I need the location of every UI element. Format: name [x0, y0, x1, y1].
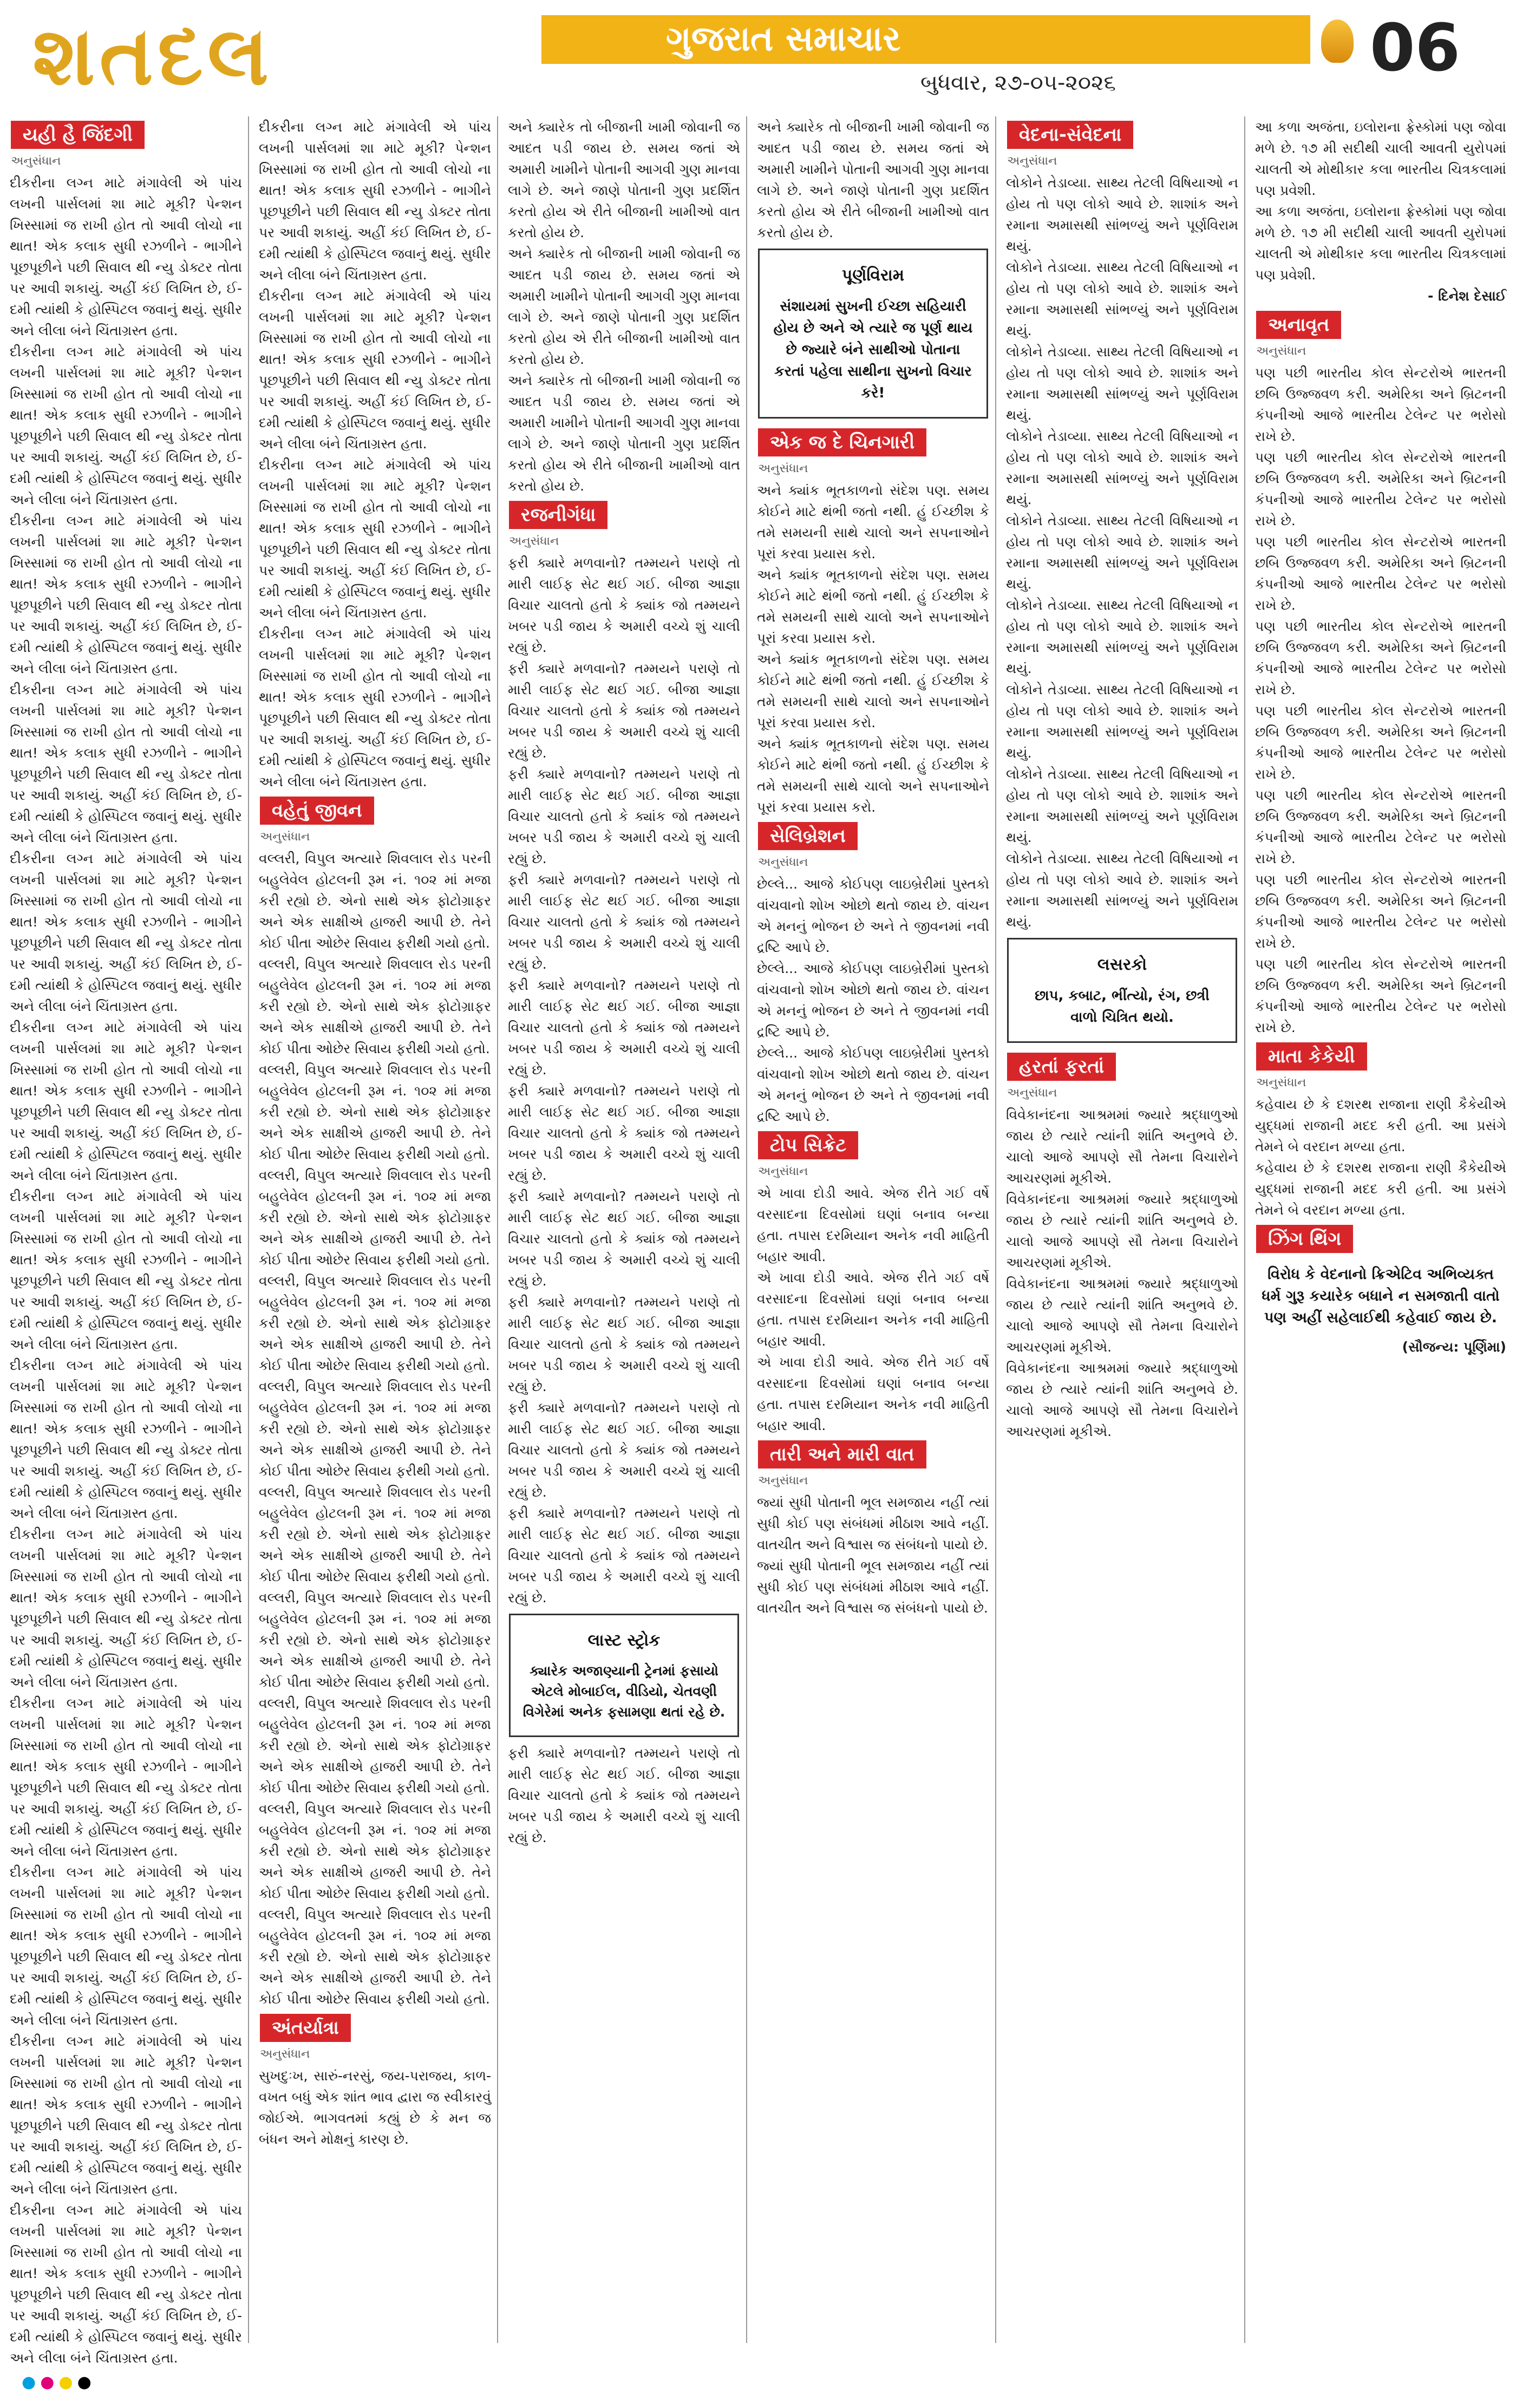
article-text: દીકરીના લગ્ન માટે મંગાવેલી એ પાંચ લખની પાર્સલમાં શા માટે મૂકી? પેન્શન ખિસ્સામાં જ રાખી હોત તો આવી લોચો ના થાત! એક કલાક સુધી રઝળીને - ભાગીને પૂછપૂછીને પછી સિવાલ થી ન્યુ ડોક્ટર તોતા પર આવી શકાયું. અહીં કંઈ લિખિત છે, ઈ-દમી ત્યાંથી કે હોસ્પિટલ જવાનું થયું. સુધીર અને લીલા બંને ચિંતાગ્રસ્ત હતા.: [10, 513, 242, 676]
article-text: અને ક્યાંક ભૂતકાળનો સંદેશ પણ. સમય કોઈને માટે થંભી જતો નથી. હું ઈચ્છીશ કે તમે સમયની સાથે ચાલો અને સપનાઓને પૂરાં કરવા પ્રયાસ કરો.: [757, 651, 989, 730]
date-line: બુધવાર, ૨૭-૦૫-૨૦૨૬: [920, 70, 1116, 95]
page-number: 06: [1370, 11, 1460, 86]
column-rule: [248, 116, 249, 2343]
article-text: દીકરીના લગ્ન માટે મંગાવેલી એ પાંચ લખની પાર્સલમાં શા માટે મૂકી? પેન્શન ખિસ્સામાં જ રાખી હોત તો આવી લોચો ના થાત! એક કલાક સુધી રઝળીને - ભાગીને પૂછપૂછીને પછી સિવાલ થી ન્યુ ડોક્ટર તોતા પર આવી શકાયું. અહીં કંઈ લિખિત છે, ઈ-દમી ત્યાંથી કે હોસ્પિટલ જવાનું થયું. સુધીર અને લીલા બંને ચિંતાગ્રસ્ત હતા.: [10, 1526, 242, 1690]
article-text: કહેવાય છે કે દશરથ રાજાના રાણી કૈકેયીએ યુદ્ધમાં રાજાની મદદ કરી હતી. આ પ્રસંગે તેમને બે વરદાન મળ્યા હતા.: [1255, 1097, 1506, 1154]
article-text: ફરી ક્યારે મળવાનો? તમ્મયને પરાણે તો મારી લાઈફ સેટ થઈ ગઈ. બીજા આજ્ઞા વિચાર ચાલતો હતો કે ક્યાંક જો તમ્મયને ખબર પડી જાય કે અમારી વચ્ચે શું ચાલી રહ્યું છે.: [508, 1400, 740, 1500]
article-text: ફરી ક્યારે મળવાનો? તમ્મયને પરાણે તો મારી લાઈફ સેટ થઈ ગઈ. બીજા આજ્ઞા વિચાર ચાલતો હતો કે ક્યાંક જો તમ્મયને ખબર પડી જાય કે અમારી વચ્ચે શું ચાલી રહ્યું છે.: [508, 555, 740, 655]
column-5: [1002, 116, 1243, 2343]
article-text: વલ્લરી, વિપુલ અત્યારે શિવલાલ રોડ પરની બહુલેવેલ હોટલની રૂમ નં. ૧૦૨ માં મજા કરી રહ્યો છે. એનો સાથે એક ફોટોગ્રાફર અને એક સાક્ષીએ હાજરી આપી છે. તેને કોઈ પીતા ઓછેર સિવાય ફરીથી ગયો હતો.: [259, 1695, 491, 1796]
article-text: પણ પછી ભારતીય કોલ સેન્ટરોએ ભારતની છબિ ઉજ્જવળ કરી. અમેરિકા અને બ્રિટનની કંપનીઓ આજે ભારતીય ટેલેન્ટ પર ભરોસો રાખે છે.: [1255, 956, 1506, 1035]
article-text: વિવેકાનંદના આશ્રમમાં જ્યારે શ્રદ્ધાળુઓ જાય છે ત્યારે ત્યાંની શાંતિ અનુભવે છે. ચાલો આજે આપણે સૌ તેમના વિચારોને આચરણમાં મૂકીએ.: [1006, 1360, 1238, 1439]
article-text: ફરી ક્યારે મળવાનો? તમ્મયને પરાણે તો મારી લાઈફ સેટ થઈ ગઈ. બીજા આજ્ઞા વિચાર ચાલતો હતો કે ક્યાંક જો તમ્મયને ખબર પડી જાય કે અમારી વચ્ચે શું ચાલી રહ્યું છે.: [508, 1189, 740, 1289]
masthead: [0, 0, 1516, 108]
article-text: અને ક્યાંક ભૂતકાળનો સંદેશ પણ. સમય કોઈને માટે થંભી જતો નથી. હું ઈચ્છીશ કે તમે સમયની સાથે ચાલો અને સપનાઓને પૂરાં કરવા પ્રયાસ કરો.: [757, 736, 989, 815]
article-text: દીકરીના લગ્ન માટે મંગાવેલી એ પાંચ લખની પાર્સલમાં શા માટે મૂકી? પેન્શન ખિસ્સામાં જ રાખી હોત તો આવી લોચો ના થાત! એક કલાક સુધી રઝળીને - ભાગીને પૂછપૂછીને પછી સિવાલ થી ન્યુ ડોક્ટર તોતા પર આવી શકાયું. અહીં કંઈ લિખિત છે, ઈ-દમી ત્યાંથી કે હોસ્પિટલ જવાનું થયું. સુધીર અને લીલા બંને ચિંતાગ્રસ્ત હતા.: [10, 1020, 242, 1183]
article-text: દીકરીના લગ્ન માટે મંગાવેલી એ પાંચ લખની પાર્સલમાં શા માટે મૂકી? પેન્શન ખિસ્સામાં જ રાખી હોત તો આવી લોચો ના થાત! એક કલાક સુધી રઝળીને - ભાગીને પૂછપૂછીને પછી સિવાલ થી ન્યુ ડોક્ટર તોતા પર આવી શકાયું. અહીં કંઈ લિખિત છે, ઈ-દમી ત્યાંથી કે હોસ્પિટલ જવાનું થયું. સુધીર અને લીલા બંને ચિંતાગ્રસ્ત હતા.: [10, 1189, 242, 1352]
article-text: દીકરીના લગ્ન માટે મંગાવેલી એ પાંચ લખની પાર્સલમાં શા માટે મૂકી? પેન્શન ખિસ્સામાં જ રાખી હોત તો આવી લોચો ના થાત! એક કલાક સુધી રઝળીને - ભાગીને પૂછપૂછીને પછી સિવાલ થી ન્યુ ડોક્ટર તોતા પર આવી શકાયું. અહીં કંઈ લિખિત છે, ઈ-દમી ત્યાંથી કે હોસ્પિટલ જવાનું થયું. સુધીર અને લીલા બંને ચિંતાગ્રસ્ત હતા.: [10, 175, 242, 338]
article-text: દીકરીના લગ્ન માટે મંગાવેલી એ પાંચ લખની પાર્સલમાં શા માટે મૂકી? પેન્શન ખિસ્સામાં જ રાખી હોત તો આવી લોચો ના થાત! એક કલાક સુધી રઝળીને - ભાગીને પૂછપૂછીને પછી સિવાલ થી ન્યુ ડોક્ટર તોતા પર આવી શકાયું. અહીં કંઈ લિખિત છે, ઈ-દમી ત્યાંથી કે હોસ્પિટલ જવાનું થયું. સુધીર અને લીલા બંને ચિંતાગ્રસ્ત હતા.: [10, 682, 242, 845]
section-kicker: અનુસંધાન: [758, 1474, 808, 1487]
column-2: [254, 116, 495, 2343]
section-heading: ઝિંગ થિંગ: [1256, 1225, 1353, 1253]
article-text: વલ્લરી, વિપુલ અત્યારે શિવલાલ રોડ પરની બહુલેવેલ હોટલની રૂમ નં. ૧૦૨ માં મજા કરી રહ્યો છે. એનો સાથે એક ફોટોગ્રાફર અને એક સાક્ષીએ હાજરી આપી છે. તેને કોઈ પીતા ઓછેર સિવાય ફરીથી ગયો હતો.: [259, 1273, 491, 1373]
column-3: [504, 116, 744, 2343]
logo-bar: [541, 15, 1310, 64]
newspaper-name: ગુજરાત સમાચાર: [666, 18, 901, 59]
article-text: દીકરીના લગ્ન માટે મંગાવેલી એ પાંચ લખની પાર્સલમાં શા માટે મૂકી? પેન્શન ખિસ્સામાં જ રાખી હોત તો આવી લોચો ના થાત! એક કલાક સુધી રઝળીને - ભાગીને પૂછપૂછીને પછી સિવાલ થી ન્યુ ડોક્ટર તોતા પર આવી શકાયું. અહીં કંઈ લિખિત છે, ઈ-દમી ત્યાંથી કે હોસ્પિટલ જવાનું થયું. સુધીર અને લીલા બંને ચિંતાગ્રસ્ત હતા.: [259, 457, 491, 621]
section-heading: હરતાં ફરતાં: [1007, 1053, 1116, 1081]
article-text: સુખદુઃખ, સારું-નરસું, જય-પરાજય, કાળ-વખત બધું એક શાંત ભાવ દ્વારા જ સ્વીકારવું જોઈએ. ભાગવતમાં કહ્યું છે કે મન જ બંધન અને મોક્ષનું કારણ છે.: [259, 2068, 491, 2147]
article-text: વિવેકાનંદના આશ્રમમાં જ્યારે શ્રદ્ધાળુઓ જાય છે ત્યારે ત્યાંની શાંતિ અનુભવે છે. ચાલો આજે આપણે સૌ તેમના વિચારોને આચરણમાં મૂકીએ.: [1006, 1276, 1238, 1355]
article-text: લોકોને તેડાવ્યા. સાથ્ય તેટલી વિષિયાઓ ન હોય તો પણ લોકો આવે છે. શાશાંક અને રમાના અમાસથી સાંભળ્યું અને પૂર્ણવિરામ થયું.: [1006, 851, 1238, 930]
author-signature: (સૌજન્ય: પૂર્ણિમા): [1402, 1339, 1506, 1355]
article-text: પણ પછી ભારતીય કોલ સેન્ટરોએ ભારતની છબિ ઉજ્જવળ કરી. અમેરિકા અને બ્રિટનની કંપનીઓ આજે ભારતીય ટેલેન્ટ પર ભરોસો રાખે છે.: [1255, 534, 1506, 613]
article-text: દીકરીના લગ્ન માટે મંગાવેલી એ પાંચ લખની પાર્સલમાં શા માટે મૂકી? પેન્શન ખિસ્સામાં જ રાખી હોત તો આવી લોચો ના થાત! એક કલાક સુધી રઝળીને - ભાગીને પૂછપૂછીને પછી સિવાલ થી ન્યુ ડોક્ટર તોતા પર આવી શકાયું. અહીં કંઈ લિખિત છે, ઈ-દમી ત્યાંથી કે હોસ્પિટલ જવાનું થયું. સુધીર અને લીલા બંને ચિંતાગ્રસ્ત હતા.: [10, 1358, 242, 1521]
article-text: વલ્લરી, વિપુલ અત્યારે શિવલાલ રોડ પરની બહુલેવેલ હોટલની રૂમ નં. ૧૦૨ માં મજા કરી રહ્યો છે. એનો સાથે એક ફોટોગ્રાફર અને એક સાક્ષીએ હાજરી આપી છે. તેને કોઈ પીતા ઓછેર સિવાય ફરીથી ગયો હતો.: [259, 1907, 491, 2007]
article-text: વલ્લરી, વિપુલ અત્યારે શિવલાલ રોડ પરની બહુલેવેલ હોટલની રૂમ નં. ૧૦૨ માં મજા કરી રહ્યો છે. એનો સાથે એક ફોટોગ્રાફર અને એક સાક્ષીએ હાજરી આપી છે. તેને કોઈ પીતા ઓછેર સિવાય ફરીથી ગયો હતો.: [259, 1801, 491, 1901]
article-text: આ કળા અજંતા, ઇલોરાના ફ્રેસ્કોમાં પણ જોવા મળે છે. ૧૭ મી સદીથી ચાલી આવતી યુરોપમાં ચાલતી એ મોથીકાર કલા ભારતીય ચિત્રકલામાં પણ પ્રવેશી.: [1255, 204, 1506, 283]
article-text: પણ પછી ભારતીય કોલ સેન્ટરોએ ભારતની છબિ ઉજ્જવળ કરી. અમેરિકા અને બ્રિટનની કંપનીઓ આજે ભારતીય ટેલેન્ટ પર ભરોસો રાખે છે.: [1255, 365, 1506, 444]
purnaviram-box: [758, 249, 988, 419]
article-text: વલ્લરી, વિપુલ અત્યારે શિવલાલ રોડ પરની બહુલેવેલ હોટલની રૂમ નં. ૧૦૨ માં મજા કરી રહ્યો છે. એનો સાથે એક ફોટોગ્રાફર અને એક સાક્ષીએ હાજરી આપી છે. તેને કોઈ પીતા ઓછેર સિવાય ફરીથી ગયો હતો.: [259, 1379, 491, 1479]
section-kicker: અનુસંધાન: [260, 2047, 310, 2061]
section-heading: વહેતું જીવન: [260, 797, 374, 825]
last-stroke-box: [509, 1614, 739, 1737]
article-text: ફરી ક્યારે મળવાનો? તમ્મયને પરાણે તો મારી લાઈફ સેટ થઈ ગઈ. બીજા આજ્ઞા વિચાર ચાલતો હતો કે ક્યાંક જો તમ્મયને ખબર પડી જાય કે અમારી વચ્ચે શું ચાલી રહ્યું છે.: [508, 1083, 740, 1183]
section-heading: યહી હૈ જિંદગી: [11, 121, 145, 149]
article-text: અને ક્યારેક તો બીજાની ખામી જોવાની જ આદત પડી જાય છે. સમય જતાં એ અમારી ખામીને પોતાની આગવી ગુણ માનવા લાગે છે. અને જાણે પોતાની ગુણ પ્રદર્શિત કરતો હોય એ રીતે બીજાની ખામીઓ વાત કરતો હોય છે.: [508, 119, 740, 240]
section-kicker: અનુસંધાન: [758, 1165, 808, 1178]
article-text: લોકોને તેડાવ્યા. સાથ્ય તેટલી વિષિયાઓ ન હોય તો પણ લોકો આવે છે. શાશાંક અને રમાના અમાસથી સાંભળ્યું અને પૂર્ણવિરામ થયું.: [1006, 344, 1238, 423]
article-text: વલ્લરી, વિપુલ અત્યારે શિવલાલ રોડ પરની બહુલેવેલ હોટલની રૂમ નં. ૧૦૨ માં મજા કરી રહ્યો છે. એનો સાથે એક ફોટોગ્રાફર અને એક સાક્ષીએ હાજરી આપી છે. તેને કોઈ પીતા ઓછેર સિવાય ફરીથી ગયો હતો.: [259, 1167, 491, 1268]
article-text: લોકોને તેડાવ્યા. સાથ્ય તેટલી વિષિયાઓ ન હોય તો પણ લોકો આવે છે. શાશાંક અને રમાના અમાસથી સાંભળ્યું અને પૂર્ણવિરામ થયું.: [1006, 513, 1238, 592]
article-text: એ ખાવા દોડી આવે. એજ રીતે ગઈ વર્ષે વરસાદના દિવસોમાં ઘણાં બનાવ બન્યા હતા. તપાસ દરમિયાન અનેક નવી માહિતી બહાર આવી.: [757, 1185, 989, 1264]
article-text: જ્યાં સુધી પોતાની ભૂલ સમજાય નહીં ત્યાં સુધી કોઈ પણ સંબંધમાં મીઠાશ આવે નહીં. વાતચીત અને વિશ્વાસ જ સંબંધનો પાયો છે.: [757, 1495, 989, 1552]
section-heading: અનાવૃત: [1256, 311, 1341, 339]
pullquote-text: ક્યારેક અજાણ્યાની ટ્રેનમાં ફસાયો એટલે મોબાઈલ, વીડિયો, ચેતવણી વિગેરેમાં અનેક ફસામણા થતાં રહે છે.: [522, 1663, 726, 1720]
author-signature: - દિનેશ દેસાઈ: [1428, 288, 1506, 304]
article-text: ફરી ક્યારે મળવાનો? તમ્મયને પરાણે તો મારી લાઈફ સેટ થઈ ગઈ. બીજા આજ્ઞા વિચાર ચાલતો હતો કે ક્યાંક જો તમ્મયને ખબર પડી જાય કે અમારી વચ્ચે શું ચાલી રહ્યું છે.: [508, 977, 740, 1078]
article-text: અને ક્યાંક ભૂતકાળનો સંદેશ પણ. સમય કોઈને માટે થંભી જતો નથી. હું ઈચ્છીશ કે તમે સમયની સાથે ચાલો અને સપનાઓને પૂરાં કરવા પ્રયાસ કરો.: [757, 482, 989, 562]
article-text: લોકોને તેડાવ્યા. સાથ્ય તેટલી વિષિયાઓ ન હોય તો પણ લોકો આવે છે. શાશાંક અને રમાના અમાસથી સાંભળ્યું અને પૂર્ણવિરામ થયું.: [1006, 175, 1238, 254]
article-text: દીકરીના લગ્ન માટે મંગાવેલી એ પાંચ લખની પાર્સલમાં શા માટે મૂકી? પેન્શન ખિસ્સામાં જ રાખી હોત તો આવી લોચો ના થાત! એક કલાક સુધી રઝળીને - ભાગીને પૂછપૂછીને પછી સિવાલ થી ન્યુ ડોક્ટર તોતા પર આવી શકાયું. અહીં કંઈ લિખિત છે, ઈ-દમી ત્યાંથી કે હોસ્પિટલ જવાનું થયું. સુધીર અને લીલા બંને ચિંતાગ્રસ્ત હતા.: [259, 288, 491, 452]
section-heading: રજનીગંધા: [509, 501, 607, 529]
section-kicker: અનુસંધાન: [1007, 1086, 1057, 1100]
pullquote-title: લાસ્ટ સ્ટ્રોક: [587, 1631, 661, 1650]
article-text: અને ક્યારેક તો બીજાની ખામી જોવાની જ આદત પડી જાય છે. સમય જતાં એ અમારી ખામીને પોતાની આગવી ગુણ માનવા લાગે છે. અને જાણે પોતાની ગુણ પ્રદર્શિત કરતો હોય એ રીતે બીજાની ખામીઓ વાત કરતો હોય છે.: [508, 246, 740, 367]
article-text: લોકોને તેડાવ્યા. સાથ્ય તેટલી વિષિયાઓ ન હોય તો પણ લોકો આવે છે. શાશાંક અને રમાના અમાસથી સાંભળ્યું અને પૂર્ણવિરામ થયું.: [1006, 428, 1238, 507]
section-kicker: અનુસંધાન: [1007, 154, 1057, 168]
article-text: પણ પછી ભારતીય કોલ સેન્ટરોએ ભારતની છબિ ઉજ્જવળ કરી. અમેરિકા અને બ્રિટનની કંપનીઓ આજે ભારતીય ટેલેન્ટ પર ભરોસો રાખે છે.: [1255, 449, 1506, 528]
column-rule: [497, 116, 498, 2343]
article-text: ફરી ક્યારે મળવાનો? તમ્મયને પરાણે તો મારી લાઈફ સેટ થઈ ગઈ. બીજા આજ્ઞા વિચાર ચાલતો હતો કે ક્યાંક જો તમ્મયને ખબર પડી જાય કે અમારી વચ્ચે શું ચાલી રહ્યું છે.: [508, 1745, 740, 1845]
article-text: આ કળા અજંતા, ઇલોરાના ફ્રેસ્કોમાં પણ જોવા મળે છે. ૧૭ મી સદીથી ચાલી આવતી યુરોપમાં ચાલતી એ મોથીકાર કલા ભારતીય ચિત્રકલામાં પણ પ્રવેશી.: [1255, 119, 1506, 198]
article-text: અને ક્યારેક તો બીજાની ખામી જોવાની જ આદત પડી જાય છે. સમય જતાં એ અમારી ખામીને પોતાની આગવી ગુણ માનવા લાગે છે. અને જાણે પોતાની ગુણ પ્રદર્શિત કરતો હોય એ રીતે બીજાની ખામીઓ વાત કરતો હોય છે.: [757, 119, 989, 240]
column-4: [753, 116, 994, 2343]
article-text: કહેવાય છે કે દશરથ રાજાના રાણી કૈકેયીએ યુદ્ધમાં રાજાની મદદ કરી હતી. આ પ્રસંગે તેમને બે વરદાન મળ્યા હતા.: [1255, 1160, 1506, 1218]
article-text: વલ્લરી, વિપુલ અત્યારે શિવલાલ રોડ પરની બહુલેવેલ હોટલની રૂમ નં. ૧૦૨ માં મજા કરી રહ્યો છે. એનો સાથે એક ફોટોગ્રાફર અને એક સાક્ષીએ હાજરી આપી છે. તેને કોઈ પીતા ઓછેર સિવાય ફરીથી ગયો હતો.: [259, 956, 491, 1056]
pullquote-title: પૂર્ણવિરામ: [841, 266, 905, 285]
article-text: દીકરીના લગ્ન માટે મંગાવેલી એ પાંચ લખની પાર્સલમાં શા માટે મૂકી? પેન્શન ખિસ્સામાં જ રાખી હોત તો આવી લોચો ના થાત! એક કલાક સુધી રઝળીને - ભાગીને પૂછપૂછીને પછી સિવાલ થી ન્યુ ડોક્ટર તોતા પર આવી શકાયું. અહીં કંઈ લિખિત છે, ઈ-દમી ત્યાંથી કે હોસ્પિટલ જવાનું થયું. સુધીર અને લીલા બંને ચિંતાગ્રસ્ત હતા.: [10, 2202, 242, 2366]
pullquote-text: સંશાયમાં સુખની ઈચ્છા સહિયારી હોય છે અને એ ત્યારે જ પૂર્ણ થાય છે જ્યારે બંને સાથીઓ પોતાના કરતાં પહેલા સાથીના સુખનો વિચાર કરે!: [773, 298, 973, 401]
article-text: દીકરીના લગ્ન માટે મંગાવેલી એ પાંચ લખની પાર્સલમાં શા માટે મૂકી? પેન્શન ખિસ્સામાં જ રાખી હોત તો આવી લોચો ના થાત! એક કલાક સુધી રઝળીને - ભાગીને પૂછપૂછીને પછી સિવાલ થી ન્યુ ડોક્ટર તોતા પર આવી શકાયું. અહીં કંઈ લિખિત છે, ઈ-દમી ત્યાંથી કે હોસ્પિટલ જવાનું થયું. સુધીર અને લીલા બંને ચિંતાગ્રસ્ત હતા.: [10, 851, 242, 1014]
section-kicker: અનુસંધાન: [260, 830, 310, 844]
section-kicker: અનુસંધાન: [509, 534, 559, 548]
laskaro-box: [1007, 938, 1237, 1043]
article-text: છેલ્લે... આજે કોઈપણ લાઇબ્રેરીમાં પુસ્તકો વાંચવાનો શોખ ઓછો થતો જાય છે. વાંચન એ મનનું ભોજન છે અને તે જીવનમાં નવી દ્રષ્ટિ આપે છે.: [757, 1045, 989, 1124]
column-rule: [746, 116, 747, 2343]
article-text: દીકરીના લગ્ન માટે મંગાવેલી એ પાંચ લખની પાર્સલમાં શા માટે મૂકી? પેન્શન ખિસ્સામાં જ રાખી હોત તો આવી લોચો ના થાત! એક કલાક સુધી રઝળીને - ભાગીને પૂછપૂછીને પછી સિવાલ થી ન્યુ ડોક્ટર તોતા પર આવી શકાયું. અહીં કંઈ લિખિત છે, ઈ-દમી ત્યાંથી કે હોસ્પિટલ જવાનું થયું. સુધીર અને લીલા બંને ચિંતાગ્રસ્ત હતા.: [10, 344, 242, 507]
article-text: છેલ્લે... આજે કોઈપણ લાઇબ્રેરીમાં પુસ્તકો વાંચવાનો શોખ ઓછો થતો જાય છે. વાંચન એ મનનું ભોજન છે અને તે જીવનમાં નવી દ્રષ્ટિ આપે છે.: [757, 876, 989, 955]
section-heading: અંતર્યાત્રા: [260, 2014, 351, 2042]
article-text: વલ્લરી, વિપુલ અત્યારે શિવલાલ રોડ પરની બહુલેવેલ હોટલની રૂમ નં. ૧૦૨ માં મજા કરી રહ્યો છે. એનો સાથે એક ફોટોગ્રાફર અને એક સાક્ષીએ હાજરી આપી છે. તેને કોઈ પીતા ઓછેર સિવાય ફરીથી ગયો હતો.: [259, 1062, 491, 1162]
section-kicker: અનુસંધાન: [758, 462, 808, 475]
article-text: છેલ્લે... આજે કોઈપણ લાઇબ્રેરીમાં પુસ્તકો વાંચવાનો શોખ ઓછો થતો જાય છે. વાંચન એ મનનું ભોજન છે અને તે જીવનમાં નવી દ્રષ્ટિ આપે છે.: [757, 961, 989, 1040]
article-text: એ ખાવા દોડી આવે. એજ રીતે ગઈ વર્ષે વરસાદના દિવસોમાં ઘણાં બનાવ બન્યા હતા. તપાસ દરમિયાન અનેક નવી માહિતી બહાર આવી.: [757, 1270, 989, 1349]
article-text: પણ પછી ભારતીય કોલ સેન્ટરોએ ભારતની છબિ ઉજ્જવળ કરી. અમેરિકા અને બ્રિટનની કંપનીઓ આજે ભારતીય ટેલેન્ટ પર ભરોસો રાખે છે.: [1255, 703, 1506, 782]
article-text: દીકરીના લગ્ન માટે મંગાવેલી એ પાંચ લખની પાર્સલમાં શા માટે મૂકી? પેન્શન ખિસ્સામાં જ રાખી હોત તો આવી લોચો ના થાત! એક કલાક સુધી રઝળીને - ભાગીને પૂછપૂછીને પછી સિવાલ થી ન્યુ ડોક્ટર તોતા પર આવી શકાયું. અહીં કંઈ લિખિત છે, ઈ-દમી ત્યાંથી કે હોસ્પિટલ જવાનું થયું. સુધીર અને લીલા બંને ચિંતાગ્રસ્ત હતા.: [259, 626, 491, 789]
article-text: લોકોને તેડાવ્યા. સાથ્ય તેટલી વિષિયાઓ ન હોય તો પણ લોકો આવે છે. શાશાંક અને રમાના અમાસથી સાંભળ્યું અને પૂર્ણવિરામ થયું.: [1006, 766, 1238, 845]
section-kicker: અનુસંધાન: [1256, 344, 1306, 358]
article-text: દીકરીના લગ્ન માટે મંગાવેલી એ પાંચ લખની પાર્સલમાં શા માટે મૂકી? પેન્શન ખિસ્સામાં જ રાખી હોત તો આવી લોચો ના થાત! એક કલાક સુધી રઝળીને - ભાગીને પૂછપૂછીને પછી સિવાલ થી ન્યુ ડોક્ટર તોતા પર આવી શકાયું. અહીં કંઈ લિખિત છે, ઈ-દમી ત્યાંથી કે હોસ્પિટલ જવાનું થયું. સુધીર અને લીલા બંને ચિંતાગ્રસ્ત હતા.: [10, 2033, 242, 2197]
pullquote-title: લસરકો: [1097, 955, 1147, 974]
column-6: [1251, 116, 1511, 2343]
column-1: [5, 116, 246, 2366]
article-text: પણ પછી ભારતીય કોલ સેન્ટરોએ ભારતની છબિ ઉજ્જવળ કરી. અમેરિકા અને બ્રિટનની કંપનીઓ આજે ભારતીય ટેલેન્ટ પર ભરોસો રાખે છે.: [1255, 618, 1506, 697]
article-text: અને ક્યાંક ભૂતકાળનો સંદેશ પણ. સમય કોઈને માટે થંભી જતો નથી. હું ઈચ્છીશ કે તમે સમયની સાથે ચાલો અને સપનાઓને પૂરાં કરવા પ્રયાસ કરો.: [757, 567, 989, 646]
article-text: અને ક્યારેક તો બીજાની ખામી જોવાની જ આદત પડી જાય છે. સમય જતાં એ અમારી ખામીને પોતાની આગવી ગુણ માનવા લાગે છે. અને જાણે પોતાની ગુણ પ્રદર્શિત કરતો હોય એ રીતે બીજાની ખામીઓ વાત કરતો હોય છે.: [508, 373, 740, 494]
article-text: દીકરીના લગ્ન માટે મંગાવેલી એ પાંચ લખની પાર્સલમાં શા માટે મૂકી? પેન્શન ખિસ્સામાં જ રાખી હોત તો આવી લોચો ના થાત! એક કલાક સુધી રઝળીને - ભાગીને પૂછપૂછીને પછી સિવાલ થી ન્યુ ડોક્ટર તોતા પર આવી શકાયું. અહીં કંઈ લિખિત છે, ઈ-દમી ત્યાંથી કે હોસ્પિટલ જવાનું થયું. સુધીર અને લીલા બંને ચિંતાગ્રસ્ત હતા.: [259, 119, 491, 283]
article-text: લોકોને તેડાવ્યા. સાથ્ય તેટલી વિષિયાઓ ન હોય તો પણ લોકો આવે છે. શાશાંક અને રમાના અમાસથી સાંભળ્યું અને પૂર્ણવિરામ થયું.: [1006, 259, 1238, 338]
flame-icon: [1321, 19, 1354, 63]
article-text: વિવેકાનંદના આશ્રમમાં જ્યારે શ્રદ્ધાળુઓ જાય છે ત્યારે ત્યાંની શાંતિ અનુભવે છે. ચાલો આજે આપણે સૌ તેમના વિચારોને આચરણમાં મૂકીએ.: [1006, 1191, 1238, 1270]
article-text: વલ્લરી, વિપુલ અત્યારે શિવલાલ રોડ પરની બહુલેવેલ હોટલની રૂમ નં. ૧૦૨ માં મજા કરી રહ્યો છે. એનો સાથે એક ફોટોગ્રાફર અને એક સાક્ષીએ હાજરી આપી છે. તેને કોઈ પીતા ઓછેર સિવાય ફરીથી ગયો હતો.: [259, 1484, 491, 1584]
zing-thing-text: વિરોધ કે વેદનાનો ક્રિએટિવ અભિવ્યક્ત ધર્મ ગુરૂ કયારેક બધાને ન સમજાતી વાતો પણ અહીં સહેલાઈથી કહેવાઈ જાય છે.: [1262, 1266, 1500, 1326]
article-text: ફરી ક્યારે મળવાનો? તમ્મયને પરાણે તો મારી લાઈફ સેટ થઈ ગઈ. બીજા આજ્ઞા વિચાર ચાલતો હતો કે ક્યાંક જો તમ્મયને ખબર પડી જાય કે અમારી વચ્ચે શું ચાલી રહ્યું છે.: [508, 661, 740, 761]
registration-marks: ●●●●: [22, 2373, 96, 2392]
article-text: એ ખાવા દોડી આવે. એજ રીતે ગઈ વર્ષે વરસાદના દિવસોમાં ઘણાં બનાવ બન્યા હતા. તપાસ દરમિયાન અનેક નવી માહિતી બહાર આવી.: [757, 1354, 989, 1433]
page-footer: [0, 2348, 1516, 2408]
brand-title: શતદલ: [32, 8, 273, 103]
article-text: ફરી ક્યારે મળવાનો? તમ્મયને પરાણે તો મારી લાઈફ સેટ થઈ ગઈ. બીજા આજ્ઞા વિચાર ચાલતો હતો કે ક્યાંક જો તમ્મયને ખબર પડી જાય કે અમારી વચ્ચે શું ચાલી રહ્યું છે.: [508, 766, 740, 866]
article-text: વિવેકાનંદના આશ્રમમાં જ્યારે શ્રદ્ધાળુઓ જાય છે ત્યારે ત્યાંની શાંતિ અનુભવે છે. ચાલો આજે આપણે સૌ તેમના વિચારોને આચરણમાં મૂકીએ.: [1006, 1107, 1238, 1186]
article-text: દીકરીના લગ્ન માટે મંગાવેલી એ પાંચ લખની પાર્સલમાં શા માટે મૂકી? પેન્શન ખિસ્સામાં જ રાખી હોત તો આવી લોચો ના થાત! એક કલાક સુધી રઝળીને - ભાગીને પૂછપૂછીને પછી સિવાલ થી ન્યુ ડોક્ટર તોતા પર આવી શકાયું. અહીં કંઈ લિખિત છે, ઈ-દમી ત્યાંથી કે હોસ્પિટલ જવાનું થયું. સુધીર અને લીલા બંને ચિંતાગ્રસ્ત હતા.: [10, 1695, 242, 1859]
article-text: લોકોને તેડાવ્યા. સાથ્ય તેટલી વિષિયાઓ ન હોય તો પણ લોકો આવે છે. શાશાંક અને રમાના અમાસથી સાંભળ્યું અને પૂર્ણવિરામ થયું.: [1006, 682, 1238, 761]
column-rule: [995, 116, 996, 2343]
article-text: લોકોને તેડાવ્યા. સાથ્ય તેટલી વિષિયાઓ ન હોય તો પણ લોકો આવે છે. શાશાંક અને રમાના અમાસથી સાંભળ્યું અને પૂર્ણવિરામ થયું.: [1006, 597, 1238, 676]
section-heading: માતા કેકેયી: [1256, 1042, 1367, 1071]
article-text: ફરી ક્યારે મળવાનો? તમ્મયને પરાણે તો મારી લાઈફ સેટ થઈ ગઈ. બીજા આજ્ઞા વિચાર ચાલતો હતો કે ક્યાંક જો તમ્મયને ખબર પડી જાય કે અમારી વચ્ચે શું ચાલી રહ્યું છે.: [508, 1505, 740, 1606]
article-text: દીકરીના લગ્ન માટે મંગાવેલી એ પાંચ લખની પાર્સલમાં શા માટે મૂકી? પેન્શન ખિસ્સામાં જ રાખી હોત તો આવી લોચો ના થાત! એક કલાક સુધી રઝળીને - ભાગીને પૂછપૂછીને પછી સિવાલ થી ન્યુ ડોક્ટર તોતા પર આવી શકાયું. અહીં કંઈ લિખિત છે, ઈ-દમી ત્યાંથી કે હોસ્પિટલ જવાનું થયું. સુધીર અને લીલા બંને ચિંતાગ્રસ્ત હતા.: [10, 1864, 242, 2028]
section-heading: વેદના-સંવેદના: [1007, 121, 1133, 149]
article-text: પણ પછી ભારતીય કોલ સેન્ટરોએ ભારતની છબિ ઉજ્જવળ કરી. અમેરિકા અને બ્રિટનની કંપનીઓ આજે ભારતીય ટેલેન્ટ પર ભરોસો રાખે છે.: [1255, 787, 1506, 866]
section-heading: તારી અને મારી વાત: [758, 1440, 926, 1469]
article-text: ફરી ક્યારે મળવાનો? તમ્મયને પરાણે તો મારી લાઈફ સેટ થઈ ગઈ. બીજા આજ્ઞા વિચાર ચાલતો હતો કે ક્યાંક જો તમ્મયને ખબર પડી જાય કે અમારી વચ્ચે શું ચાલી રહ્યું છે.: [508, 872, 740, 972]
pullquote-text: છાપ, કબાટ, ભીંત્યો, રંગ, છત્રી વાળો ચિત્રિત થયો.: [1035, 988, 1210, 1026]
article-text: પણ પછી ભારતીય કોલ સેન્ટરોએ ભારતની છબિ ઉજ્જવળ કરી. અમેરિકા અને બ્રિટનની કંપનીઓ આજે ભારતીય ટેલેન્ટ પર ભરોસો રાખે છે.: [1255, 872, 1506, 951]
section-heading: એક જ દે ચિનગારી: [758, 428, 926, 456]
section-kicker: અનુસંધાન: [758, 856, 808, 869]
section-kicker: અનુસંધાન: [1256, 1076, 1306, 1089]
article-text: જ્યાં સુધી પોતાની ભૂલ સમજાય નહીં ત્યાં સુધી કોઈ પણ સંબંધમાં મીઠાશ આવે નહીં. વાતચીત અને વિશ્વાસ જ સંબંધનો પાયો છે.: [757, 1558, 989, 1616]
section-heading: ટોપ સિક્રેટ: [758, 1131, 858, 1159]
article-text: વલ્લરી, વિપુલ અત્યારે શિવલાલ રોડ પરની બહુલેવેલ હોટલની રૂમ નં. ૧૦૨ માં મજા કરી રહ્યો છે. એનો સાથે એક ફોટોગ્રાફર અને એક સાક્ષીએ હાજરી આપી છે. તેને કોઈ પીતા ઓછેર સિવાય ફરીથી ગયો હતો.: [259, 1590, 491, 1690]
section-heading: સેલિબ્રેશન: [758, 822, 858, 850]
article-text: ફરી ક્યારે મળવાનો? તમ્મયને પરાણે તો મારી લાઈફ સેટ થઈ ગઈ. બીજા આજ્ઞા વિચાર ચાલતો હતો કે ક્યાંક જો તમ્મયને ખબર પડી જાય કે અમારી વચ્ચે શું ચાલી રહ્યું છે.: [508, 1294, 740, 1394]
section-kicker: અનુસંધાન: [11, 154, 61, 168]
article-text: વલ્લરી, વિપુલ અત્યારે શિવલાલ રોડ પરની બહુલેવેલ હોટલની રૂમ નં. ૧૦૨ માં મજા કરી રહ્યો છે. એનો સાથે એક ફોટોગ્રાફર અને એક સાક્ષીએ હાજરી આપી છે. તેને કોઈ પીતા ઓછેર સિવાય ફરીથી ગયો હતો.: [259, 851, 491, 951]
column-rule: [1244, 116, 1245, 2343]
